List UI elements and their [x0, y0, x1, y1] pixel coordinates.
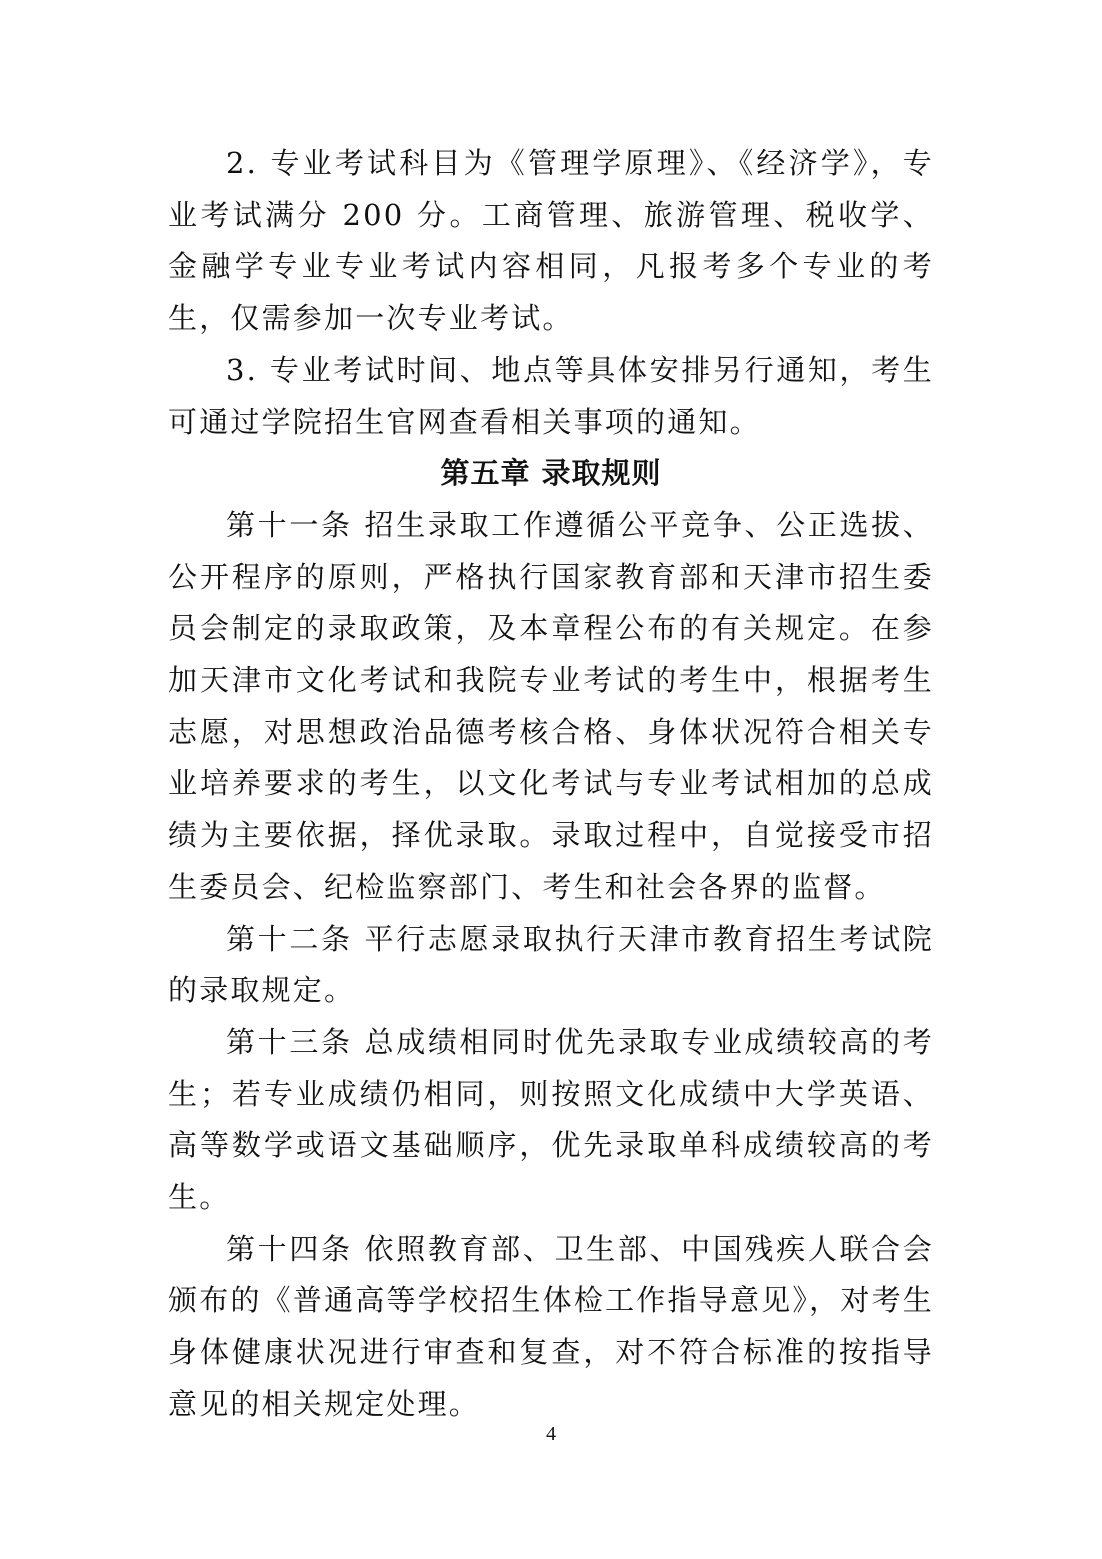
- paragraph-exam-schedule: 3. 专业考试时间、地点等具体安排另行通知，考生可通过学院招生官网查看相关事项的通知。: [168, 352, 934, 439]
- paragraph-article-13: 第十三条 总成绩相同时优先录取专业成绩较高的考生；若专业成绩仍相同，则按照文化成绩中大学英语、高等数学或语文基础顺序，优先录取单科成绩较高的考生。: [168, 1024, 934, 1215]
- paragraph-article-14: 第十四条 依照教育部、卫生部、中国残疾人联合会颁布的《普通高等学校招生体检工作指导意见》，对考生身体健康状况进行审查和复查，对不符合标准的按指导意见的相关规定处理。: [168, 1231, 934, 1421]
- chapter-heading: 第五章 录取规则: [440, 456, 662, 491]
- paragraph-article-12: 第十二条 平行志愿录取执行天津市教育招生考试院的录取规定。: [168, 921, 934, 1008]
- page-number: 4: [546, 1423, 556, 1445]
- paragraph-article-11: 第十一条 招生录取工作遵循公平竞争、公正选拔、公开程序的原则，严格执行国家教育部和天津市招生委员会制定的录取政策，及本章程公布的有关规定。在参加天津市文化考试和我院专业考试的考生中，根据考生志愿，对思想政治品德考核合格、身体状况符合相关专业培养要求的考生，以文化考试与专业考试相加的总成绩为主要依据，择优录取。录取过程中，自觉接受市招生委员会、纪检监察部门、考生和社会各界的监督。: [168, 507, 934, 904]
- paragraph-exam-subjects: 2. 专业考试科目为《管理学原理》、《经济学》，专业考试满分 200 分。工商管理、旅游管理、税收学、金融学专业专业考试内容相同，凡报考多个专业的考生，仅需参加一次专业考试。: [168, 146, 934, 336]
- page-body: [168, 138, 934, 1431]
